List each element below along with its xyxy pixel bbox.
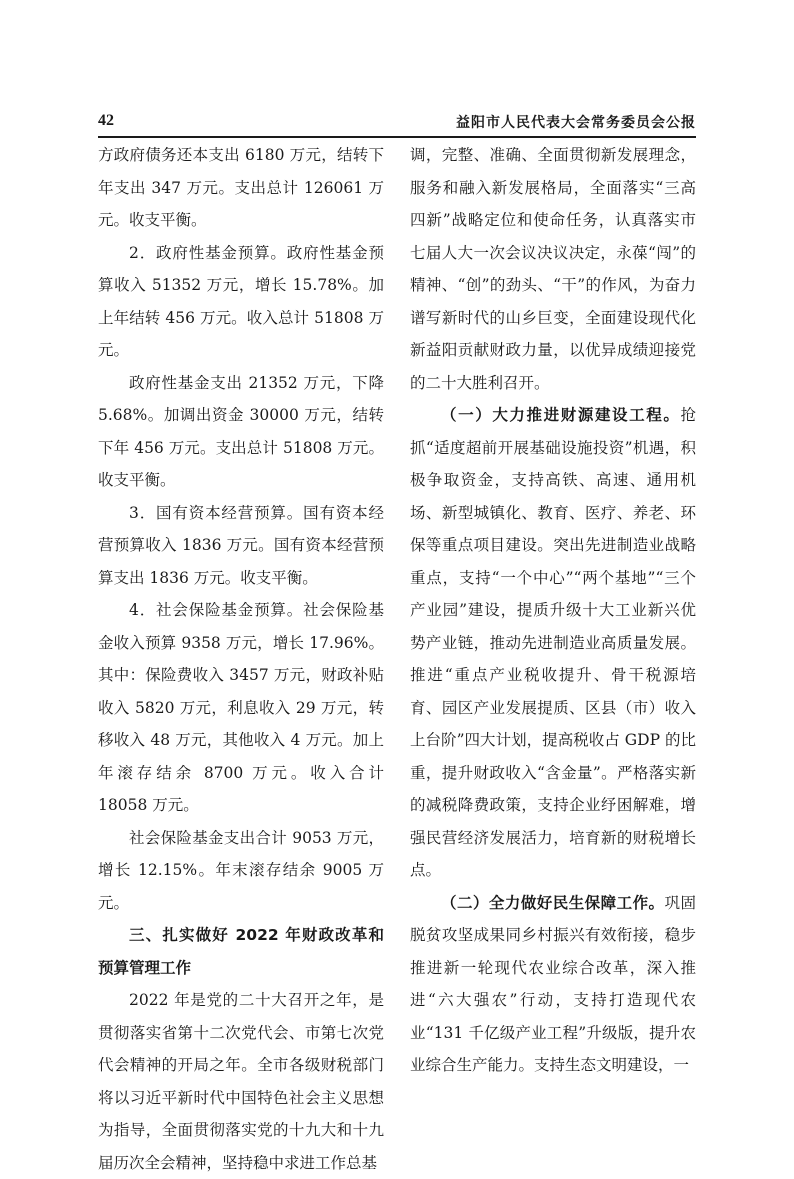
subsection-lead: （一）大力推进财源建设工程。 xyxy=(441,406,681,424)
left-column xyxy=(98,139,384,1179)
page-header xyxy=(98,110,696,134)
paragraph-body: 抢抓“适度超前开展基础设施投资”机遇，积极争取资金，支持高铁、高速、通用机场、新型城镇化、教育、医疗、养老、环保等重点项目建设。突出先进制造业战略重点，支持“一个中心”“两个基地”“三个产业园”建设，提质升级十大工业新兴优势产业链，推动先进制造业高质量发展。推进“重点产业税收提升、骨干税源培育、园区产业发展提质、区县（市）收入上台阶”四大计划，提高税收占 GDP 的比重，提升财政收入“含金量”。严格落实新的减税降费政策，支持企业纾困解难，增强民营经济发展活力，培育新的财税增长点。 xyxy=(410,406,696,879)
subsection-lead: （二）全力做好民生保障工作。 xyxy=(441,893,665,912)
journal-title: 益阳市人民代表大会常务委员会公报 xyxy=(456,115,696,131)
header-rule xyxy=(98,136,696,138)
paragraph: 调，完整、准确、全面贯彻新发展理念，服务和融入新发展格局，全面落实“三高四新”战略定位和使命任务，认真落实市七届人大一次会议决议决定，永葆“闯”的精神、“创”的劲头、“干”的作风，为奋力谱写新时代的山乡巨变，全面建设现代化新益阳贡献财政力量，以优异成绩迎接党的二十大胜利召开。 xyxy=(410,146,696,392)
paragraph: 方政府债务还本支出 6180 万元，结转下年支出 347 万元。支出总计 126061 万元。收支平衡。 xyxy=(98,146,384,229)
paragraph xyxy=(410,887,696,1082)
paragraph: 4．社会保险基金预算。社会保险基金收入预算 9358 万元，增长 17.96%。其中：保险费收入 3457 万元，财政补贴收入 5820 万元，利息收入 29 万元，转移收入 48 万元，其他收入 4 万元。加上年滚存结余 8700 万元。收入合计 18058 万元。 xyxy=(98,601,384,814)
paragraph: 2．政府性基金预算。政府性基金预算收入 51352 万元，增长 15.78%。加上年结转 456 万元。收入总计 51808 万元。 xyxy=(98,243,384,359)
paragraph-body: 巩固脱贫攻坚成果同乡村振兴有效衔接，稳步推进新一轮现代农业综合改革，深入推进“六大强农”行动，支持打造现代农业“131 千亿级产业工程”升级版，提升农业综合生产能力。支持生态文明建设，一 xyxy=(410,893,696,1074)
section-heading: 三、扎实做好 2022 年财政改革和预算管理工作 xyxy=(98,926,384,977)
paragraph xyxy=(410,399,696,887)
page-number: 42 xyxy=(98,112,114,129)
paragraph: 3．国有资本经营预算。国有资本经营预算收入 1836 万元。国有资本经营预算支出 1836 万元。收支平衡。 xyxy=(98,503,384,587)
paragraph: 2022 年是党的二十大召开之年，是贯彻落实省第十二次党代会、市第七次党代会精神的开局之年。全市各级财税部门将以习近平新时代中国特色社会主义思想为指导，全面贯彻落实党的十九大和十九届历次全会精神，坚持稳中求进工作总基 xyxy=(98,991,384,1172)
right-column xyxy=(410,139,696,1082)
paragraph: 社会保险基金支出合计 9053 万元，增长 12.15%。年末滚存结余 9005 万元。 xyxy=(98,828,384,912)
paragraph: 政府性基金支出 21352 万元，下降 5.68%。加调出资金 30000 万元，结转下年 456 万元。支出总计 51808 万元。收支平衡。 xyxy=(98,373,384,489)
